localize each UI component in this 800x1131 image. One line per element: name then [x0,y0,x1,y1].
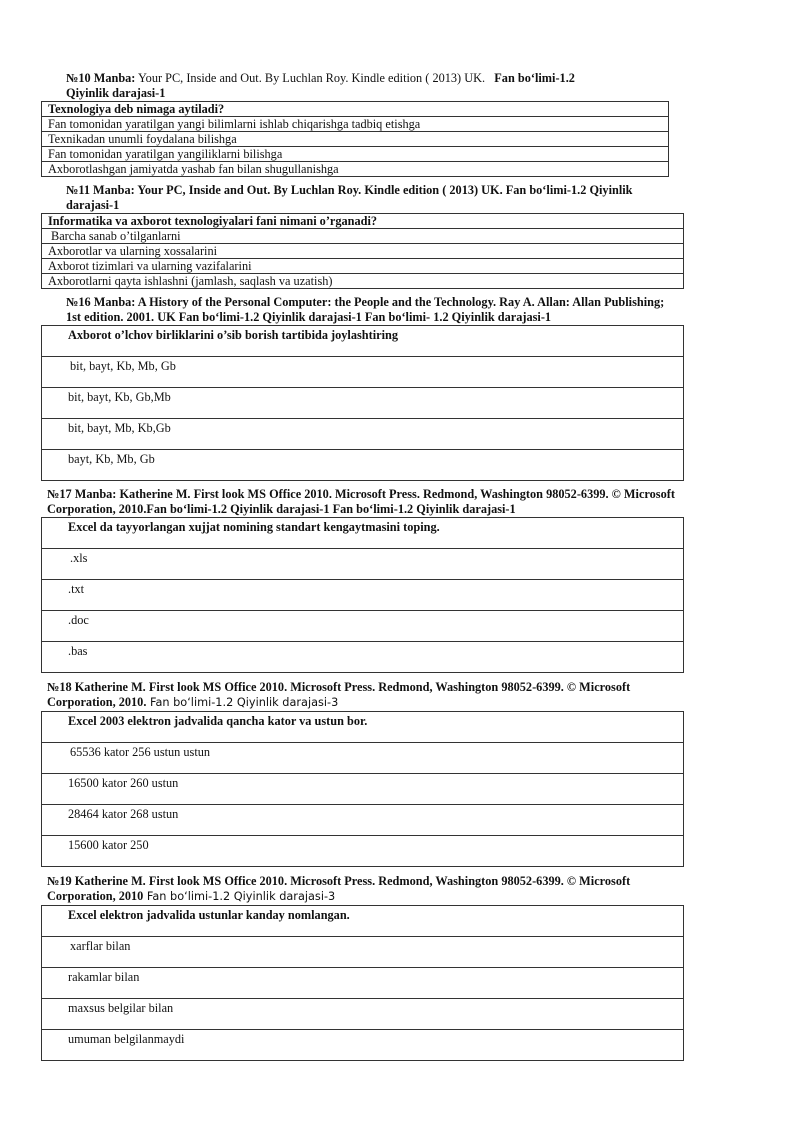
question-19-header [47,874,630,904]
section-difficulty: Fan bo‘limi-1.2 Qiyinlik darajasi-3 [146,696,339,709]
source-label: №10 Manba: [66,71,136,85]
section-difficulty: Fan bo‘limi-1.2 Qiyinlik darajasi-3 [143,890,336,903]
answer-option: rakamlar bilan [42,968,684,999]
answer-option: .bas [42,642,684,673]
header-line: №18 Katherine M. First look MS Office 2010. Microsoft Press. Redmond, Washington 98052-6399. © Microsoft [47,680,631,694]
question-11-header [66,183,633,213]
source-text: Your PC, Inside and Out. By Luchlan Roy. Kindle edition ( 2013) UK. [135,71,486,85]
header-line: №19 Katherine M. First look MS Office 2010. Microsoft Press. Redmond, Washington 98052-6399. © Microsoft [47,874,631,888]
header-line: 1st edition. 2001. UK Fan bo‘limi-1.2 Qiyinlik darajasi-1 Fan bo‘limi- 1.2 Qiyinlik darajasi-1 [66,310,552,324]
question-10-header [66,71,575,101]
difficulty-label: Qiyinlik darajasi-1 [66,86,166,100]
question-16-table [41,325,684,481]
question-16-header [66,295,664,325]
answer-option: 15600 kator 250 [42,836,684,867]
answer-option: Texnikadan unumli foydalana bilishga [42,132,669,147]
answer-option: Axborotlashgan jamiyatda yashab fan bilan shugullanishga [42,162,669,177]
question-18-header [47,680,630,710]
question-text: Axborot o’lchov birliklarini o’sib borish tartibida joylashtiring [42,326,684,357]
answer-option: 65536 kator 256 ustun ustun [42,743,684,774]
header-line: Corporation, 2010 [47,889,144,903]
question-11-table [41,213,684,289]
answer-option: Axborotlarni qayta ishlashni (jamlash, saqlash va uzatish) [42,274,684,289]
question-17-header [47,487,675,517]
answer-option: Axborot tizimlari va ularning vazifalarini [42,259,684,274]
answer-option: Barcha sanab o’tilganlarni [42,229,684,244]
answer-option: 16500 kator 260 ustun [42,774,684,805]
question-text: Excel elektron jadvalida ustunlar kanday nomlangan. [42,906,684,937]
header-line: darajasi-1 [66,198,120,212]
question-text: Excel 2003 elektron jadvalida qancha kator va ustun bor. [42,712,684,743]
answer-option: .xls [42,549,684,580]
question-text: Excel da tayyorlangan xujjat nomining standart kengaytmasini toping. [42,518,684,549]
question-19-table [41,905,684,1061]
answer-option: maxsus belgilar bilan [42,999,684,1030]
answer-option: .doc [42,611,684,642]
answer-option: 28464 kator 268 ustun [42,805,684,836]
header-line: №16 Manba: A History of the Personal Computer: the People and the Technology. Ray A. Allan: Allan Publishing; [66,295,665,309]
header-line: Corporation, 2010.Fan bo‘limi-1.2 Qiyinlik darajasi-1 Fan bo‘limi-1.2 Qiyinlik darajasi-1 [47,502,516,516]
question-18-table [41,711,684,867]
answer-option: umuman belgilanmaydi [42,1030,684,1061]
answer-option: Axborotlar va ularning xossalarini [42,244,684,259]
section-label: Fan bo‘limi-1.2 [494,71,575,85]
answer-option: bayt, Kb, Mb, Gb [42,450,684,481]
answer-option: bit, bayt, Kb, Gb,Mb [42,388,684,419]
answer-option: .txt [42,580,684,611]
question-text: Texnologiya deb nimaga aytiladi? [42,102,669,117]
answer-option: Fan tomonidan yaratilgan yangi bilimlarni ishlab chiqarishga tadbiq etishga [42,117,669,132]
question-17-table [41,517,684,673]
header-line: №17 Manba: Katherine M. First look MS Office 2010. Microsoft Press. Redmond, Washington 98052-6399. © Microsoft [47,487,675,501]
header-line: Corporation, 2010. [47,695,147,709]
answer-option: Fan tomonidan yaratilgan yangiliklarni bilishga [42,147,669,162]
answer-option: xarflar bilan [42,937,684,968]
answer-option: bit, bayt, Kb, Mb, Gb [42,357,684,388]
question-text: Informatika va axborot texnologiyalari fani nimani o’rganadi? [42,214,684,229]
question-10-table [41,101,669,177]
answer-option: bit, bayt, Mb, Kb,Gb [42,419,684,450]
header-line: №11 Manba: Your PC, Inside and Out. By Luchlan Roy. Kindle edition ( 2013) UK. Fan bo‘limi-1.2 Qiyinlik [66,183,633,197]
